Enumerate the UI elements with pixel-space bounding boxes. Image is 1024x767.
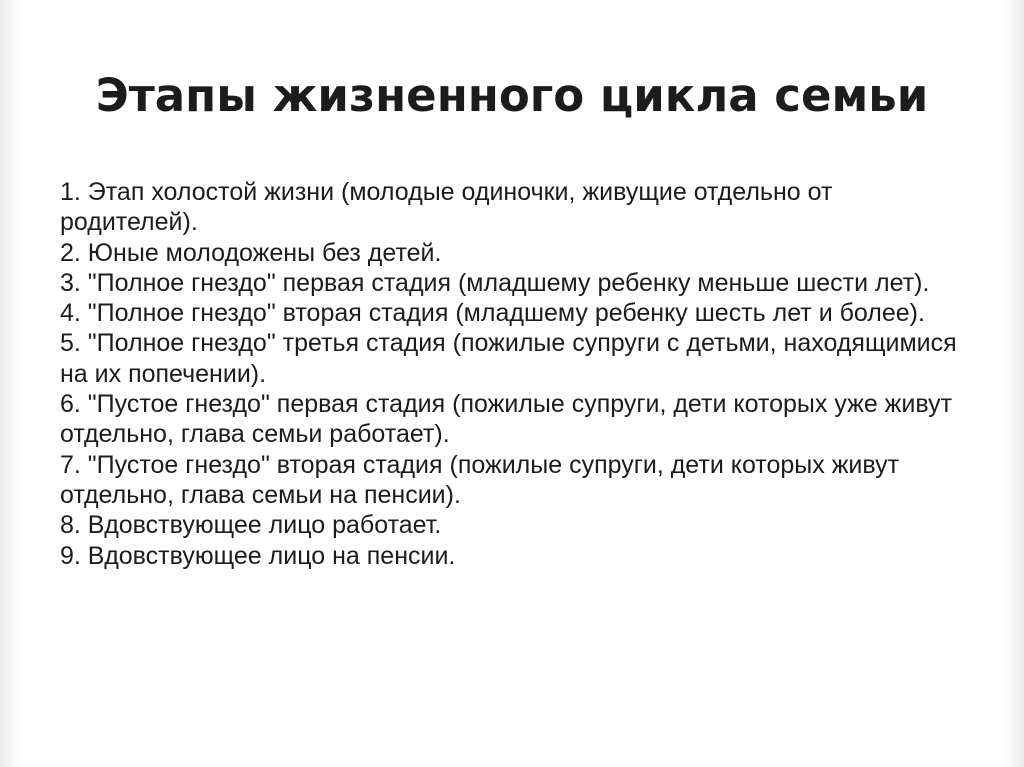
list-item: 2. Юные молодожены без детей.: [60, 238, 442, 267]
list-item: 4. "Полное гнездо" вторая стадия (младшему ребенку шесть лет и более).: [60, 299, 925, 328]
list-item: 8. Вдовствующее лицо работает.: [60, 511, 442, 540]
stage-list: [60, 177, 960, 571]
list-item: 6. "Пустое гнездо" первая стадия (пожилые супруги, дети которых уже живут отдельно, глава семьи работает).: [60, 390, 953, 449]
list-item: 7. "Пустое гнездо" вторая стадия (пожилые супруги, дети которых живут отдельно, глава семьи на пенсии).: [60, 450, 900, 509]
slide-title: Этапы жизненного цикла семьи: [95, 69, 929, 122]
list-item: 3. "Полное гнездо" первая стадия (младшему ребенку меньше шести лет).: [60, 268, 930, 297]
list-item: 9. Вдовствующее лицо на пенсии.: [60, 541, 456, 570]
list-item: 5. "Полное гнездо" третья стадия (пожилые супруги с детьми, находящимися на их попечении).: [60, 329, 957, 388]
list-item: 1. Этап холостой жизни (молодые одиночки, живущие отдельно от родителей).: [60, 178, 833, 237]
